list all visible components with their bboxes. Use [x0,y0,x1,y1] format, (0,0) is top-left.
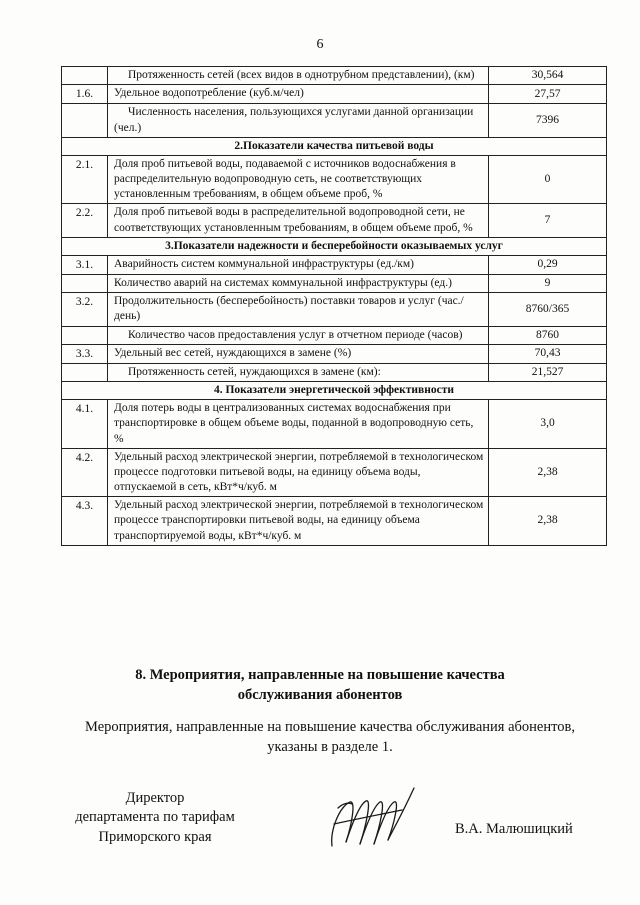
table-row [62,255,607,274]
row-description: Удельное водопотребление (куб.м/чел) [108,85,489,104]
table-row [62,448,607,497]
row-number [62,363,108,381]
section-8-title-line1: 8. Мероприятия, направленные на повышение качества [135,667,505,683]
row-number: 3.1. [62,255,108,274]
signatory-title: Директор [125,790,185,806]
signatory-department: департамента по тарифам [75,809,235,826]
section-8-title-line2: обслуживания абонентов [237,686,403,703]
row-value: 7396 [489,104,607,137]
section-8-title [0,666,640,705]
table-row [62,363,607,381]
row-number: 4.2. [62,448,108,497]
row-value: 8760/365 [489,293,607,326]
row-number: 2.2. [62,204,108,237]
row-value: 0,29 [489,255,607,274]
table-section-header [62,382,607,400]
signatory-region: Приморского края [98,828,212,845]
row-value: 9 [489,275,607,293]
row-description: Протяженность сетей (всех видов в однотрубном представлении), (км) [108,67,489,85]
table-section-header [62,137,607,155]
section-8-body-line2: указаны в разделе 1. [267,738,393,755]
row-value: 21,527 [489,363,607,381]
signatory-position [60,789,250,847]
row-number: 4.1. [62,400,108,449]
signatory-name: В.А. Малюшицкий [455,821,573,837]
row-description: Количество часов предоставления услуг в отчетном периоде (часов) [108,326,489,344]
row-number [62,67,108,85]
row-description: Удельный расход электрической энергии, потребляемой в технологическом процессе подготовки питьевой воды, на единицу объема воды, отпускаемой в сеть, кВт*ч/куб. м [108,448,489,497]
row-description: Удельный расход электрической энергии, потребляемой в технологическом процессе транспортировки питьевой воды, на единицу объема транспортируемой воды, кВт*ч/куб. м [108,497,489,546]
row-number: 4.3. [62,497,108,546]
row-value: 27,57 [489,85,607,104]
row-description: Продолжительность (бесперебойность) поставки товаров и услуг (час./день) [108,293,489,326]
row-value: 0 [489,155,607,204]
row-description: Доля потерь воды в централизованных системах водоснабжения при транспортировке в общем объеме воды, поданной в водопроводную сеть, % [108,400,489,449]
row-value: 7 [489,204,607,237]
row-value: 2,38 [489,497,607,546]
row-number: 2.1. [62,155,108,204]
table-row [62,104,607,137]
indicators-table [61,66,607,546]
row-description: Удельный вес сетей, нуждающихся в замене (%) [108,344,489,363]
row-description: Протяженность сетей, нуждающихся в замене (км): [108,363,489,381]
table-row [62,204,607,237]
row-number: 1.6. [62,85,108,104]
table-section-header [62,237,607,255]
row-number [62,104,108,137]
row-number: 3.3. [62,344,108,363]
section-title: 3.Показатели надежности и бесперебойности оказываемых услуг [62,237,607,255]
row-description: Доля проб питьевой воды в распределительной водопроводной сети, не соответствующих установленным требованиям, в общем объеме проб, % [108,204,489,237]
table-row [62,85,607,104]
table-row [62,344,607,363]
page-number: 6 [316,37,324,52]
table-row [62,293,607,326]
section-title: 4. Показатели энергетической эффективности [62,382,607,400]
row-number: 3.2. [62,293,108,326]
section-title: 2.Показатели качества питьевой воды [62,137,607,155]
table-row [62,497,607,546]
row-description: Количество аварий на системах коммунальной инфраструктуры (ед.) [108,275,489,293]
table-row [62,326,607,344]
row-number [62,326,108,344]
section-8-body-line1: Мероприятия, направленные на повышение качества обслуживания абонентов, [85,719,575,735]
row-value: 70,43 [489,344,607,363]
section-8-body [40,718,620,757]
row-description: Аварийность систем коммунальной инфраструктуры (ед./км) [108,255,489,274]
row-value: 8760 [489,326,607,344]
row-value: 2,38 [489,448,607,497]
row-description: Численность населения, пользующихся услугами данной организации (чел.) [108,104,489,137]
table-row [62,155,607,204]
handwritten-signature [322,784,422,854]
table-row [62,400,607,449]
row-description: Доля проб питьевой воды, подаваемой с источников водоснабжения в распределительную водопроводную сеть, не соответствующих установленным требованиям, в общем объеме проб, % [108,155,489,204]
row-value: 30,564 [489,67,607,85]
table-row [62,275,607,293]
row-number [62,275,108,293]
row-value: 3,0 [489,400,607,449]
table-row [62,67,607,85]
